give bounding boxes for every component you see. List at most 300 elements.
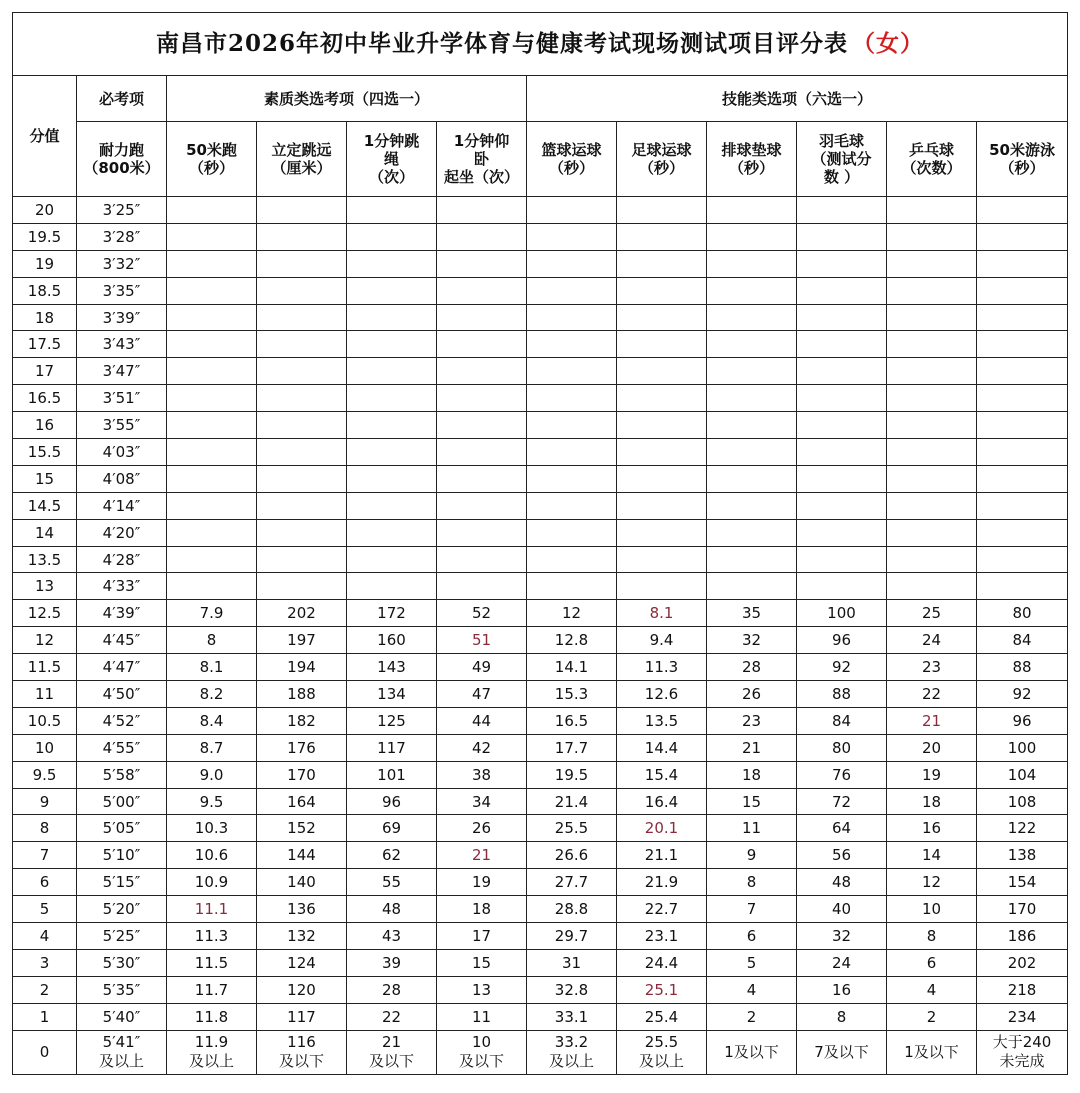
value-cell: 125 (347, 707, 437, 734)
value-cell: 26 (437, 815, 527, 842)
value-cell (707, 358, 797, 385)
table-row (13, 627, 1068, 654)
value-cell: 8.7 (167, 734, 257, 761)
value-cell: 28.8 (527, 896, 617, 923)
value-cell (887, 492, 977, 519)
value-cell (797, 439, 887, 466)
score-cell: 19 (13, 250, 77, 277)
value-cell: 108 (977, 788, 1068, 815)
table-row (13, 788, 1068, 815)
value-cell (977, 197, 1068, 224)
value-cell (347, 331, 437, 358)
value-cell (707, 465, 797, 492)
value-cell (347, 304, 437, 331)
value-cell (347, 358, 437, 385)
value-cell (887, 358, 977, 385)
value-cell (617, 223, 707, 250)
value-cell: 3′32″ (77, 250, 167, 277)
value-cell (707, 250, 797, 277)
value-cell: 11 (437, 1003, 527, 1030)
value-cell (977, 465, 1068, 492)
value-cell: 72 (797, 788, 887, 815)
score-cell: 16.5 (13, 385, 77, 412)
value-cell (797, 358, 887, 385)
value-cell: 88 (977, 654, 1068, 681)
value-cell: 101 (347, 761, 437, 788)
score-cell: 14.5 (13, 492, 77, 519)
value-cell (617, 492, 707, 519)
score-table (12, 12, 1068, 1075)
value-cell: 25.5 及以上 (617, 1030, 707, 1074)
value-cell (977, 277, 1068, 304)
score-cell: 14 (13, 519, 77, 546)
value-cell: 11.9 及以上 (167, 1030, 257, 1074)
column-header-sprint-50m: 50米跑 （秒） (167, 122, 257, 197)
value-cell: 2 (887, 1003, 977, 1030)
value-cell: 3′28″ (77, 223, 167, 250)
value-cell (977, 439, 1068, 466)
value-cell: 136 (257, 896, 347, 923)
value-cell: 5′30″ (77, 949, 167, 976)
value-cell (437, 412, 527, 439)
value-cell (977, 331, 1068, 358)
required-group-header: 必考项 (77, 76, 167, 122)
value-cell (617, 197, 707, 224)
score-cell: 11 (13, 681, 77, 708)
value-cell: 18 (707, 761, 797, 788)
value-cell: 35 (707, 600, 797, 627)
value-cell: 3′35″ (77, 277, 167, 304)
value-cell: 4′52″ (77, 707, 167, 734)
value-cell: 29.7 (527, 923, 617, 950)
value-cell: 100 (977, 734, 1068, 761)
value-cell (887, 465, 977, 492)
value-cell (167, 277, 257, 304)
value-cell (257, 573, 347, 600)
value-cell: 大于240 未完成 (977, 1030, 1068, 1074)
table-row (13, 492, 1068, 519)
value-cell (437, 223, 527, 250)
value-cell (977, 223, 1068, 250)
value-cell (347, 197, 437, 224)
value-cell: 21 (437, 842, 527, 869)
value-cell: 8 (797, 1003, 887, 1030)
value-cell (527, 412, 617, 439)
table-row (13, 465, 1068, 492)
column-header-football-dribble: 足球运球 （秒） (617, 122, 707, 197)
value-cell: 117 (257, 1003, 347, 1030)
value-cell: 47 (437, 681, 527, 708)
value-cell (617, 250, 707, 277)
value-cell (977, 250, 1068, 277)
score-cell: 17 (13, 358, 77, 385)
value-cell: 25.5 (527, 815, 617, 842)
value-cell: 11.1 (167, 896, 257, 923)
value-cell: 4′45″ (77, 627, 167, 654)
column-header-badminton: 羽毛球 （测试分 数 ） (797, 122, 887, 197)
value-cell: 25 (887, 600, 977, 627)
value-cell: 5′00″ (77, 788, 167, 815)
table-row (13, 1003, 1068, 1030)
value-cell: 20.1 (617, 815, 707, 842)
value-cell (887, 439, 977, 466)
value-cell: 197 (257, 627, 347, 654)
value-cell: 4′14″ (77, 492, 167, 519)
value-cell: 3′55″ (77, 412, 167, 439)
value-cell: 16 (887, 815, 977, 842)
column-header-sit-ups: 1分钟仰 卧 起坐（次） (437, 122, 527, 197)
value-cell (167, 223, 257, 250)
value-cell (437, 331, 527, 358)
table-row (13, 1030, 1068, 1074)
score-cell: 12 (13, 627, 77, 654)
score-cell: 0 (13, 1030, 77, 1074)
value-cell (257, 331, 347, 358)
column-header-endurance-run: 耐力跑 （800米） (77, 122, 167, 197)
value-cell: 96 (347, 788, 437, 815)
value-cell: 14.4 (617, 734, 707, 761)
value-cell: 22 (887, 681, 977, 708)
value-cell: 4′08″ (77, 465, 167, 492)
value-cell: 182 (257, 707, 347, 734)
value-cell (797, 223, 887, 250)
score-cell: 13 (13, 573, 77, 600)
value-cell (797, 197, 887, 224)
value-cell (437, 358, 527, 385)
value-cell: 8 (887, 923, 977, 950)
value-cell (257, 385, 347, 412)
title-text: 南昌市2026年初中毕业升学体育与健康考试现场测试项目评分表 (156, 30, 849, 58)
value-cell (347, 277, 437, 304)
value-cell: 5′35″ (77, 976, 167, 1003)
score-cell: 9.5 (13, 761, 77, 788)
value-cell: 92 (797, 654, 887, 681)
value-cell (167, 385, 257, 412)
value-cell (887, 197, 977, 224)
value-cell (527, 439, 617, 466)
value-cell: 4′20″ (77, 519, 167, 546)
value-cell: 52 (437, 600, 527, 627)
value-cell (707, 223, 797, 250)
value-cell: 19 (437, 869, 527, 896)
table-row (13, 385, 1068, 412)
value-cell (167, 573, 257, 600)
value-cell: 5′10″ (77, 842, 167, 869)
value-cell (617, 331, 707, 358)
table-row (13, 277, 1068, 304)
value-cell (887, 546, 977, 573)
value-cell (527, 331, 617, 358)
value-cell: 8.1 (617, 600, 707, 627)
value-cell (347, 546, 437, 573)
table-row (13, 869, 1068, 896)
value-cell: 124 (257, 949, 347, 976)
value-cell: 32.8 (527, 976, 617, 1003)
value-cell: 16.4 (617, 788, 707, 815)
value-cell: 3′51″ (77, 385, 167, 412)
value-cell: 4′39″ (77, 600, 167, 627)
table-row (13, 304, 1068, 331)
value-cell: 6 (707, 923, 797, 950)
table-row (13, 250, 1068, 277)
value-cell: 134 (347, 681, 437, 708)
value-cell: 120 (257, 976, 347, 1003)
value-cell (797, 304, 887, 331)
score-header: 分值 (13, 76, 77, 197)
value-cell: 33.1 (527, 1003, 617, 1030)
value-cell: 194 (257, 654, 347, 681)
value-cell (167, 492, 257, 519)
table-title (13, 13, 1068, 76)
value-cell: 160 (347, 627, 437, 654)
value-cell: 21.4 (527, 788, 617, 815)
table-row (13, 949, 1068, 976)
title-sex-label: （女） (852, 30, 925, 58)
value-cell: 2 (707, 1003, 797, 1030)
value-cell: 5′20″ (77, 896, 167, 923)
value-cell: 40 (797, 896, 887, 923)
value-cell (347, 385, 437, 412)
score-cell: 16 (13, 412, 77, 439)
value-cell: 176 (257, 734, 347, 761)
value-cell (797, 492, 887, 519)
value-cell (257, 223, 347, 250)
table-row (13, 681, 1068, 708)
value-cell (977, 519, 1068, 546)
value-cell (527, 250, 617, 277)
value-cell: 144 (257, 842, 347, 869)
value-cell: 170 (977, 896, 1068, 923)
value-cell: 32 (707, 627, 797, 654)
value-cell: 218 (977, 976, 1068, 1003)
value-cell: 21 (707, 734, 797, 761)
value-cell (707, 519, 797, 546)
value-cell (167, 331, 257, 358)
table-row (13, 654, 1068, 681)
table-row (13, 573, 1068, 600)
value-cell: 25.4 (617, 1003, 707, 1030)
value-cell: 18 (887, 788, 977, 815)
value-cell (707, 546, 797, 573)
value-cell: 11.7 (167, 976, 257, 1003)
value-cell: 92 (977, 681, 1068, 708)
value-cell: 32 (797, 923, 887, 950)
score-cell: 19.5 (13, 223, 77, 250)
value-cell: 3′43″ (77, 331, 167, 358)
value-cell: 3′39″ (77, 304, 167, 331)
value-cell: 96 (797, 627, 887, 654)
value-cell: 42 (437, 734, 527, 761)
value-cell: 8.2 (167, 681, 257, 708)
value-cell (167, 519, 257, 546)
value-cell (167, 197, 257, 224)
value-cell (257, 304, 347, 331)
value-cell: 140 (257, 869, 347, 896)
value-cell (437, 385, 527, 412)
value-cell: 12.6 (617, 681, 707, 708)
value-cell: 12 (527, 600, 617, 627)
value-cell (257, 492, 347, 519)
value-cell: 12 (887, 869, 977, 896)
value-cell: 154 (977, 869, 1068, 896)
value-cell (707, 439, 797, 466)
value-cell (527, 465, 617, 492)
value-cell (887, 250, 977, 277)
value-cell: 24 (797, 949, 887, 976)
value-cell (347, 250, 437, 277)
value-cell (977, 358, 1068, 385)
value-cell (437, 304, 527, 331)
value-cell: 18 (437, 896, 527, 923)
value-cell: 234 (977, 1003, 1068, 1030)
value-cell (707, 304, 797, 331)
value-cell: 5′05″ (77, 815, 167, 842)
value-cell: 3′47″ (77, 358, 167, 385)
value-cell (527, 519, 617, 546)
value-cell: 21 (887, 707, 977, 734)
value-cell: 24 (887, 627, 977, 654)
value-cell: 17.7 (527, 734, 617, 761)
value-cell: 15 (707, 788, 797, 815)
table-row (13, 519, 1068, 546)
value-cell: 7.9 (167, 600, 257, 627)
value-cell: 19.5 (527, 761, 617, 788)
skill-group-header: 技能类选项（六选一） (527, 76, 1068, 122)
value-cell: 26 (707, 681, 797, 708)
value-cell (617, 546, 707, 573)
value-cell (527, 197, 617, 224)
value-cell: 9.0 (167, 761, 257, 788)
value-cell (527, 223, 617, 250)
quality-group-header: 素质类选考项（四选一） (167, 76, 527, 122)
value-cell: 10.3 (167, 815, 257, 842)
value-cell (437, 546, 527, 573)
table-row (13, 896, 1068, 923)
value-cell (797, 331, 887, 358)
value-cell: 23 (707, 707, 797, 734)
value-cell (617, 412, 707, 439)
value-cell: 202 (977, 949, 1068, 976)
value-cell (977, 304, 1068, 331)
value-cell: 80 (797, 734, 887, 761)
value-cell: 4 (887, 976, 977, 1003)
value-cell (527, 385, 617, 412)
value-cell: 8 (707, 869, 797, 896)
value-cell: 10.6 (167, 842, 257, 869)
value-cell (797, 250, 887, 277)
value-cell: 17 (437, 923, 527, 950)
value-cell: 34 (437, 788, 527, 815)
score-cell: 20 (13, 197, 77, 224)
column-header-basketball-dribble: 篮球运球 （秒） (527, 122, 617, 197)
value-cell: 84 (797, 707, 887, 734)
table-row (13, 412, 1068, 439)
value-cell: 21.1 (617, 842, 707, 869)
value-cell: 5′15″ (77, 869, 167, 896)
value-cell: 4′28″ (77, 546, 167, 573)
score-cell: 6 (13, 869, 77, 896)
value-cell: 27.7 (527, 869, 617, 896)
value-cell (887, 573, 977, 600)
value-cell (797, 465, 887, 492)
value-cell (887, 331, 977, 358)
value-cell: 4 (707, 976, 797, 1003)
value-cell: 25.1 (617, 976, 707, 1003)
value-cell: 5′40″ (77, 1003, 167, 1030)
value-cell: 138 (977, 842, 1068, 869)
value-cell (347, 492, 437, 519)
table-row (13, 358, 1068, 385)
value-cell: 9.4 (617, 627, 707, 654)
value-cell (167, 250, 257, 277)
column-header-jump-rope: 1分钟跳 绳 （次） (347, 122, 437, 197)
value-cell: 5′58″ (77, 761, 167, 788)
value-cell: 117 (347, 734, 437, 761)
score-sheet (12, 12, 1067, 1075)
value-cell: 56 (797, 842, 887, 869)
value-cell: 8 (167, 627, 257, 654)
value-cell (437, 519, 527, 546)
value-cell: 11.8 (167, 1003, 257, 1030)
value-cell: 38 (437, 761, 527, 788)
value-cell: 22.7 (617, 896, 707, 923)
value-cell (437, 439, 527, 466)
score-cell: 1 (13, 1003, 77, 1030)
value-cell: 64 (797, 815, 887, 842)
value-cell: 1及以下 (707, 1030, 797, 1074)
value-cell (797, 519, 887, 546)
value-cell: 4′03″ (77, 439, 167, 466)
score-cell: 10 (13, 734, 77, 761)
score-cell: 3 (13, 949, 77, 976)
column-header-standing-long-jump: 立定跳远 （厘米） (257, 122, 347, 197)
value-cell: 33.2 及以上 (527, 1030, 617, 1074)
value-cell: 4′33″ (77, 573, 167, 600)
score-cell: 7 (13, 842, 77, 869)
table-row (13, 223, 1068, 250)
value-cell (167, 465, 257, 492)
value-cell: 96 (977, 707, 1068, 734)
value-cell: 116 及以下 (257, 1030, 347, 1074)
value-cell (437, 197, 527, 224)
table-row (13, 761, 1068, 788)
value-cell (347, 412, 437, 439)
value-cell: 49 (437, 654, 527, 681)
value-cell (437, 492, 527, 519)
value-cell (167, 304, 257, 331)
value-cell: 5 (707, 949, 797, 976)
table-row (13, 331, 1068, 358)
value-cell (257, 412, 347, 439)
value-cell: 28 (347, 976, 437, 1003)
value-cell: 9 (707, 842, 797, 869)
value-cell: 14 (887, 842, 977, 869)
value-cell: 21 及以下 (347, 1030, 437, 1074)
value-cell (617, 304, 707, 331)
value-cell (977, 573, 1068, 600)
value-cell (707, 412, 797, 439)
value-cell: 15.3 (527, 681, 617, 708)
table-row (13, 546, 1068, 573)
value-cell: 13.5 (617, 707, 707, 734)
score-cell: 15.5 (13, 439, 77, 466)
value-cell (617, 439, 707, 466)
value-cell (347, 519, 437, 546)
value-cell (617, 385, 707, 412)
value-cell: 62 (347, 842, 437, 869)
value-cell (707, 277, 797, 304)
value-cell: 104 (977, 761, 1068, 788)
